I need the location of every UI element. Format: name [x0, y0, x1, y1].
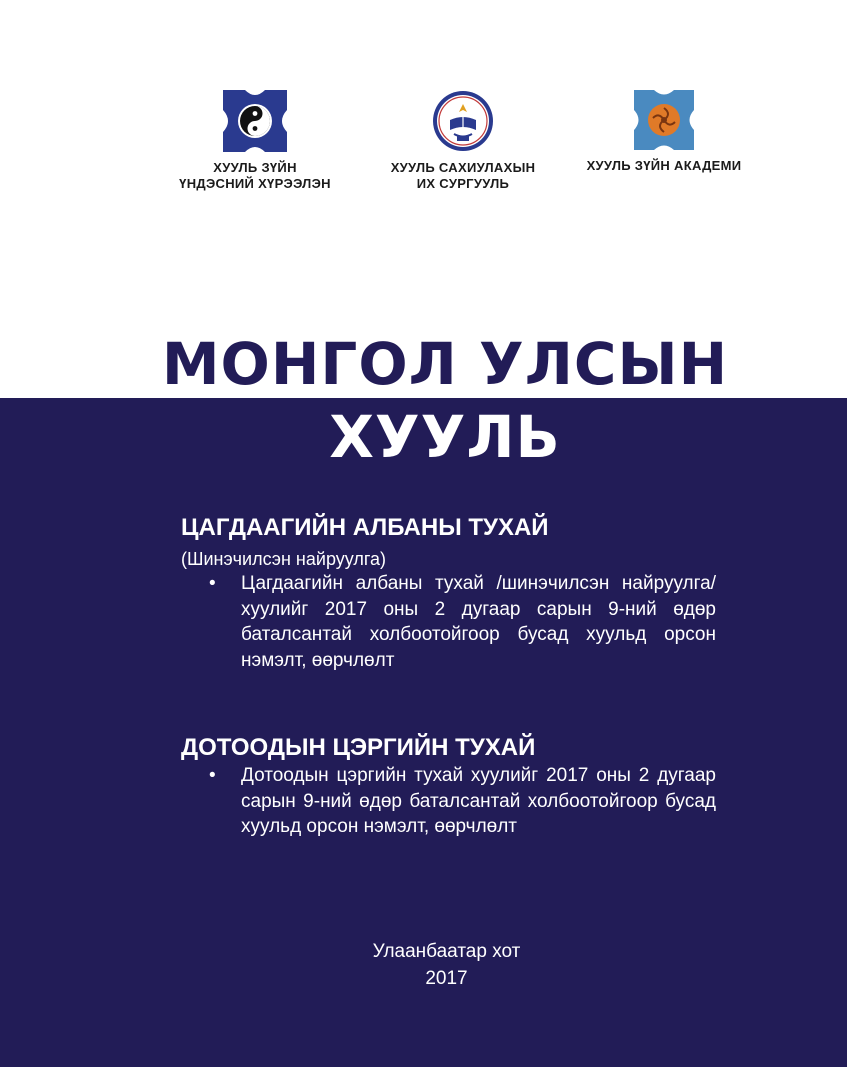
law-institute-yin-yang-icon [223, 90, 287, 152]
caption-line: ХУУЛЬ САХИУЛАХЫН [390, 160, 536, 175]
bullet-mark: • [209, 573, 216, 594]
footer-year: 2017 [425, 968, 468, 989]
footer-city: Улаанбаатар хот [372, 941, 521, 962]
university-seal-icon [432, 90, 494, 152]
law-institute-caption [170, 160, 340, 192]
law-academy-caption [578, 158, 750, 174]
logo-law-enforcement-university [378, 90, 548, 192]
section-internal-troops [181, 733, 716, 840]
section-police-service [181, 513, 716, 673]
cover-footer [0, 938, 847, 992]
law-academy-emblem-icon [634, 90, 694, 150]
bullet-item [181, 571, 716, 673]
title-line-1: МОНГОЛ УЛСЫН [161, 330, 729, 398]
caption-line: ХУУЛЬ ЗҮЙН [213, 160, 297, 175]
section-heading: ЦАГДААГИЙН АЛБАНЫ ТУХАЙ [181, 514, 549, 541]
logo-law-institute [170, 90, 340, 192]
logo-law-academy [578, 90, 750, 174]
bullet-text: Дотоодын цэргийн тухай хуулийг 2017 оны 2 дугаар сарын 9-ний өдөр баталсантай холбоотойгоор бусад хуульд орсон нэмэлт, өөрчлөлт [241, 765, 716, 837]
caption-line: ХУУЛЬ ЗҮЙН АКАДЕМИ [586, 158, 742, 173]
bullet-mark: • [209, 765, 216, 786]
caption-line: ҮНДЭСНИЙ ХҮРЭЭЛЭН [179, 176, 331, 191]
title-line-2: ХУУЛЬ [329, 403, 561, 471]
bullet-item [181, 763, 716, 840]
section-subheading: (Шинэчилсэн найруулга) [181, 549, 387, 569]
logos-row [0, 90, 847, 210]
section-heading: ДОТООДЫН ЦЭРГИЙН ТУХАЙ [181, 734, 536, 761]
bullet-text: Цагдаагийн албаны тухай /шинэчилсэн найруулга/ хуулийг 2017 оны 2 дугаар сарын 9-ний өдөр баталсантай холбоотойгоор бусад хуульд орсон нэмэлт, өөрчлөлт [241, 573, 716, 671]
university-caption [378, 160, 548, 192]
caption-line: ИХ СУРГУУЛЬ [416, 176, 510, 191]
